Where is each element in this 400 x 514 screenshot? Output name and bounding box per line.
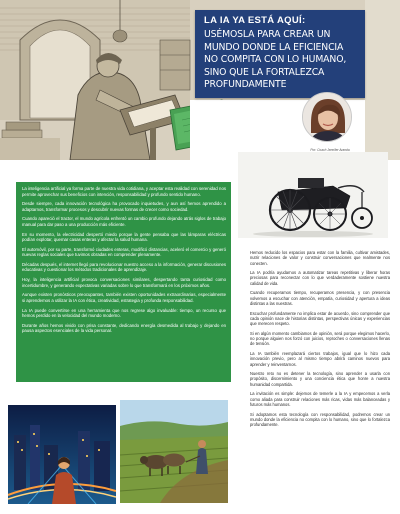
article-title-kicker: LA IA YA ESTÁ AQUÍ: bbox=[204, 15, 306, 26]
paragraph: Hemos reducido los espacios para estar con la familia, cultivar amistades, nutrir relaciones de valor y construir conversaciones que realmente nos conecten. bbox=[250, 250, 390, 266]
paragraph: Aunque existen pronósticos preocupantes, también existen oportunidades extraordinarias, especialmente si aprendemos a utilizar la IA con ética, creatividad, estrategia y profunda responsabilidad. bbox=[22, 292, 226, 303]
author-portrait bbox=[303, 93, 352, 142]
paragraph: Desde siempre, cada innovación tecnológica ha provocado inquietudes, y aun así hemos aprendido a adaptarnos, transformar procesos y descubrir nuevas formas de crecer como sociedad. bbox=[22, 201, 226, 212]
farm-field-photo bbox=[120, 400, 228, 503]
paragraph: El automóvil, por su parte, transformó ciudades enteras, modificó distancias, aceleró el comercio y generó nuevas reglas sociales que tuvimos obradas en comprender plenamente. bbox=[22, 246, 226, 258]
city-night-photo bbox=[8, 405, 116, 504]
paragraph: La IA también reemplazará ciertos trabajos, igual que lo hizo cada innovación previo, pero al mismo tiempo abrirá caminos nuevos para aprender y reinventarnos. bbox=[250, 350, 390, 367]
paragraph: La IA puede convertirse en una herramienta que nos regrese algo invaluable: tiempo, un recurso que hemos perdido en la velocidad del mundo moderno. bbox=[22, 307, 226, 318]
vintage-car-image bbox=[238, 152, 388, 238]
paragraph: En su momento, la electricidad despertó miedo porque la gente pensaba que las lámparas eléctricas podían explotar, quemar casas enteras y afectar la salud humana. bbox=[22, 231, 226, 243]
title-box bbox=[195, 10, 365, 98]
paragraph: Décadas después, el internet llegó para revolucionar nuestro acceso a la información, generar discusiones educativas y cuestionar los métodos tradicionales de aprendizaje. bbox=[22, 261, 226, 273]
paragraph: Escuchar profundamente no implica estar de acuerdo, sino comprender que cada opinión nace de historias distintas, perspectivas únicas y experiencias que merecen respeto. bbox=[250, 310, 390, 327]
author-byline: Por: Coach Jennifer Aranda bbox=[310, 148, 350, 152]
paragraph: La invitación es simple: dejemos de temerle a la IA y empecemos a verla como aliada para construir relaciones más ricas, vidas más balanceadas y futuros más humanos. bbox=[250, 391, 390, 407]
paragraph: La inteligencia artificial ya forma parte de nuestra vida cotidiana, y aceptar esta realidad con serenidad nos permite aprovechar sus beneficios con intención, responsabilidad y profundo sentido humano. bbox=[22, 186, 226, 197]
right-text-column bbox=[250, 250, 390, 432]
paragraph: Cuando apareció el tractor, el mundo agrícola enfrentó un cambio profundo dejando atrás siglos de trabajo manual para dar paso a una producción más eficiente. bbox=[22, 216, 226, 227]
paragraph: Cuando recuperamos tiempo, recuperamos presencia, y con presencia volvemos a escuchar con atención, empatía, curiosidad y apertura a ideas distintas a las nuestras. bbox=[250, 290, 390, 306]
article-title: USÉMOSLA PARA CREAR UN MUNDO DONDE LA EFICIENCIA NO COMPITA CON LO HUMANO, SINO QUE LA FORTALEZCA PROFUNDAMENTE bbox=[204, 29, 347, 91]
paragraph: Durante años hemos vivido con prisa constante, dedicando energía desmedida al trabajo y dejando en pausa aspectos esenciales de la vida personal. bbox=[22, 322, 226, 334]
left-text-column bbox=[16, 182, 231, 382]
paragraph: Hoy, la inteligencia artificial provoca conversaciones similares, despertando tanta curiosidad como incertidumbre, y generando expectativas variadas sobre lo que transformará en los próximos años. bbox=[22, 277, 226, 288]
paragraph: Nuestro reto no es detener la tecnología, sino aprender a usarla con propósito, discernimiento y una conciencia ética que honre a nuestra humanidad compartida. bbox=[250, 371, 390, 387]
farm-field-illustration bbox=[120, 400, 228, 503]
author-avatar bbox=[302, 92, 352, 142]
paragraph: La IA podría ayudarnos a automatizar tareas repetitivas y liberar horas preciosas para reconectar con lo que verdaderamente sostiene nuestra calidad de vida. bbox=[250, 270, 390, 286]
paragraph: Si adoptamos esta tecnología con responsabilidad, podremos crear un mundo donde la eficiencia no compita con lo humano, sino que lo fortalezca profundamente. bbox=[250, 411, 390, 428]
vintage-car-illustration bbox=[238, 152, 388, 238]
city-night-illustration bbox=[8, 405, 116, 504]
paragraph: Si en algún momento cambiamos de opinión, será porque elegimos hacerlo, no porque alguien nos forzó con juicios, reproches o conversaciones llenas de tensión. bbox=[250, 330, 390, 347]
